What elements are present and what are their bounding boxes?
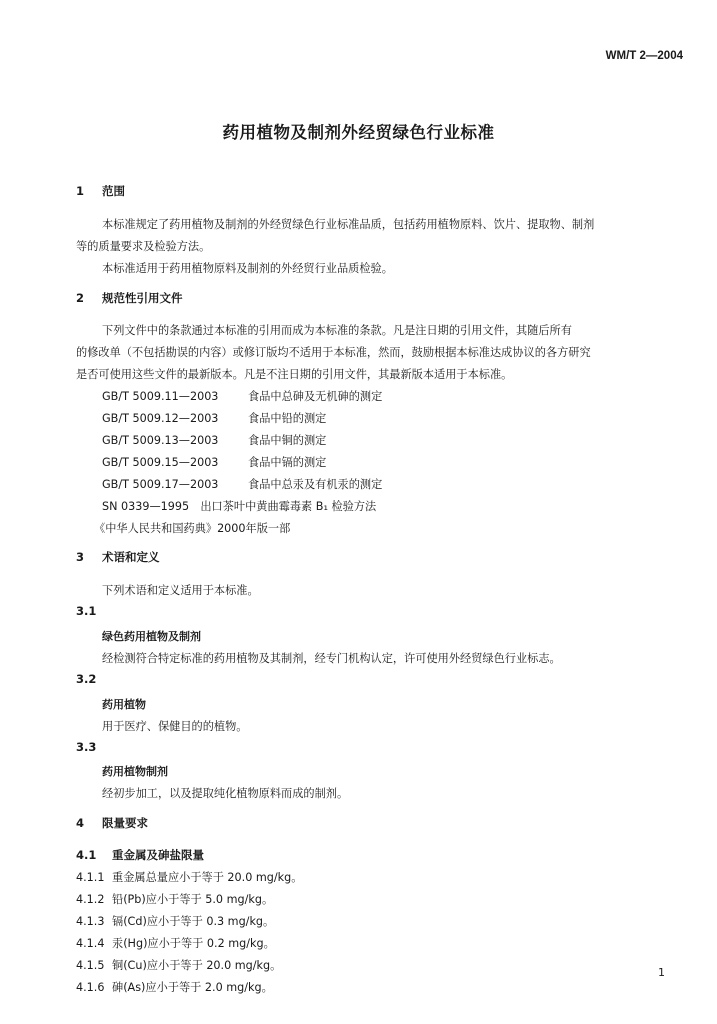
item-number: 4.1.3 [76, 915, 105, 928]
subsection-number: 4.1 [76, 848, 97, 862]
limit-item [76, 869, 302, 885]
paragraph-line: 等的质量要求及检验方法。 [76, 240, 211, 253]
item-text: 镉(Cd)应小于等于 0.3 mg/kg。 [112, 915, 275, 928]
paragraph-line: 下列文件中的条款通过本标准的引用而成为本标准的条款。凡是注日期的引用文件，其随后所有 [102, 324, 572, 337]
item-text: 砷(As)应小于等于 2.0 mg/kg。 [112, 981, 273, 994]
reference-item [102, 454, 326, 470]
section-2-heading [76, 290, 183, 306]
paragraph-line: 是否可使用这些文件的最新版本。凡是不注日期的引用文件，其最新版本适用于本标准。 [76, 368, 513, 381]
term-definition: 用于医疗、保健目的的植物。 [102, 720, 248, 733]
section-title: 范围 [102, 184, 125, 198]
subsection-4-1-heading [76, 847, 204, 863]
section-4-heading [76, 815, 148, 831]
reference-code: GB/T 5009.13—2003 [102, 434, 219, 447]
item-text: 汞(Hg)应小于等于 0.2 mg/kg。 [112, 937, 275, 950]
item-number: 4.1.1 [76, 871, 105, 884]
section-number: 1 [76, 184, 85, 198]
reference-item [102, 476, 382, 492]
section-number: 2 [76, 291, 85, 305]
item-text: 重金属总量应小于等于 20.0 mg/kg。 [112, 871, 303, 884]
section-number: 4 [76, 816, 85, 830]
term-name: 药用植物 [102, 698, 146, 711]
item-number: 4.1.6 [76, 981, 105, 994]
page-title: 药用植物及制剂外经贸绿色行业标准 [222, 123, 495, 142]
limit-item [76, 891, 273, 907]
reference-code: GB/T 5009.12—2003 [102, 412, 219, 425]
reference-code: GB/T 5009.15—2003 [102, 456, 219, 469]
paragraph-line: 下列术语和定义适用于本标准。 [102, 584, 259, 597]
term-number: 3.3 [76, 740, 97, 754]
reference-item [102, 432, 326, 448]
reference-item [102, 388, 382, 404]
limit-item [76, 935, 275, 951]
limit-item [76, 957, 281, 973]
item-text: 铅(Pb)应小于等于 5.0 mg/kg。 [112, 893, 274, 906]
paragraph-line: 本标准规定了药用植物及制剂的外经贸绿色行业标准品质，包括药用植物原料、饮片、提取物、制剂 [102, 218, 595, 231]
term-number: 3.1 [76, 604, 97, 618]
item-number: 4.1.5 [76, 959, 105, 972]
section-title: 术语和定义 [102, 550, 160, 564]
reference-item-sn: SN 0339—1995 出口茶叶中黄曲霉毒素 B₁ 检验方法 [102, 500, 377, 513]
item-number: 4.1.2 [76, 893, 105, 906]
term-number: 3.2 [76, 672, 97, 686]
reference-item [102, 410, 326, 426]
subsection-title: 重金属及砷盐限量 [112, 848, 204, 862]
term-name: 绿色药用植物及制剂 [102, 630, 201, 643]
paragraph-line: 本标准适用于药用植物原料及制剂的外经贸行业品质检验。 [102, 262, 393, 275]
section-number: 3 [76, 550, 85, 564]
document-number: WM/T 2—2004 [605, 50, 683, 62]
page-number: 1 [658, 966, 665, 979]
term-name: 药用植物制剂 [102, 765, 168, 778]
section-1-heading [76, 183, 125, 199]
reference-code: GB/T 5009.17—2003 [102, 478, 219, 491]
reference-title: 食品中镉的测定 [248, 456, 327, 469]
term-definition: 经检测符合特定标准的药用植物及其制剂，经专门机构认定，许可使用外经贸绿色行业标志。 [102, 652, 561, 665]
section-3-heading [76, 549, 160, 565]
item-text: 铜(Cu)应小于等于 20.0 mg/kg。 [112, 959, 282, 972]
section-title: 限量要求 [102, 816, 148, 830]
paragraph-line: 的修改单（不包括勘误的内容）或修订版均不适用于本标准，然而，鼓励根据本标准达成协议的各方研究 [76, 346, 591, 359]
item-number: 4.1.4 [76, 937, 105, 950]
reference-title: 食品中铜的测定 [248, 434, 327, 447]
limit-item [76, 913, 274, 929]
reference-title: 食品中总汞及有机汞的测定 [248, 478, 383, 491]
term-definition: 经初步加工，以及提取纯化植物原料而成的制剂。 [102, 787, 349, 800]
reference-code: GB/T 5009.11—2003 [102, 390, 219, 403]
reference-item-pharmacopoeia: 《中华人民共和国药典》2000年版一部 [94, 522, 291, 535]
reference-title: 食品中总砷及无机砷的测定 [248, 390, 383, 403]
reference-title: 食品中铅的测定 [248, 412, 327, 425]
limit-item [76, 979, 273, 995]
section-title: 规范性引用文件 [102, 291, 183, 305]
